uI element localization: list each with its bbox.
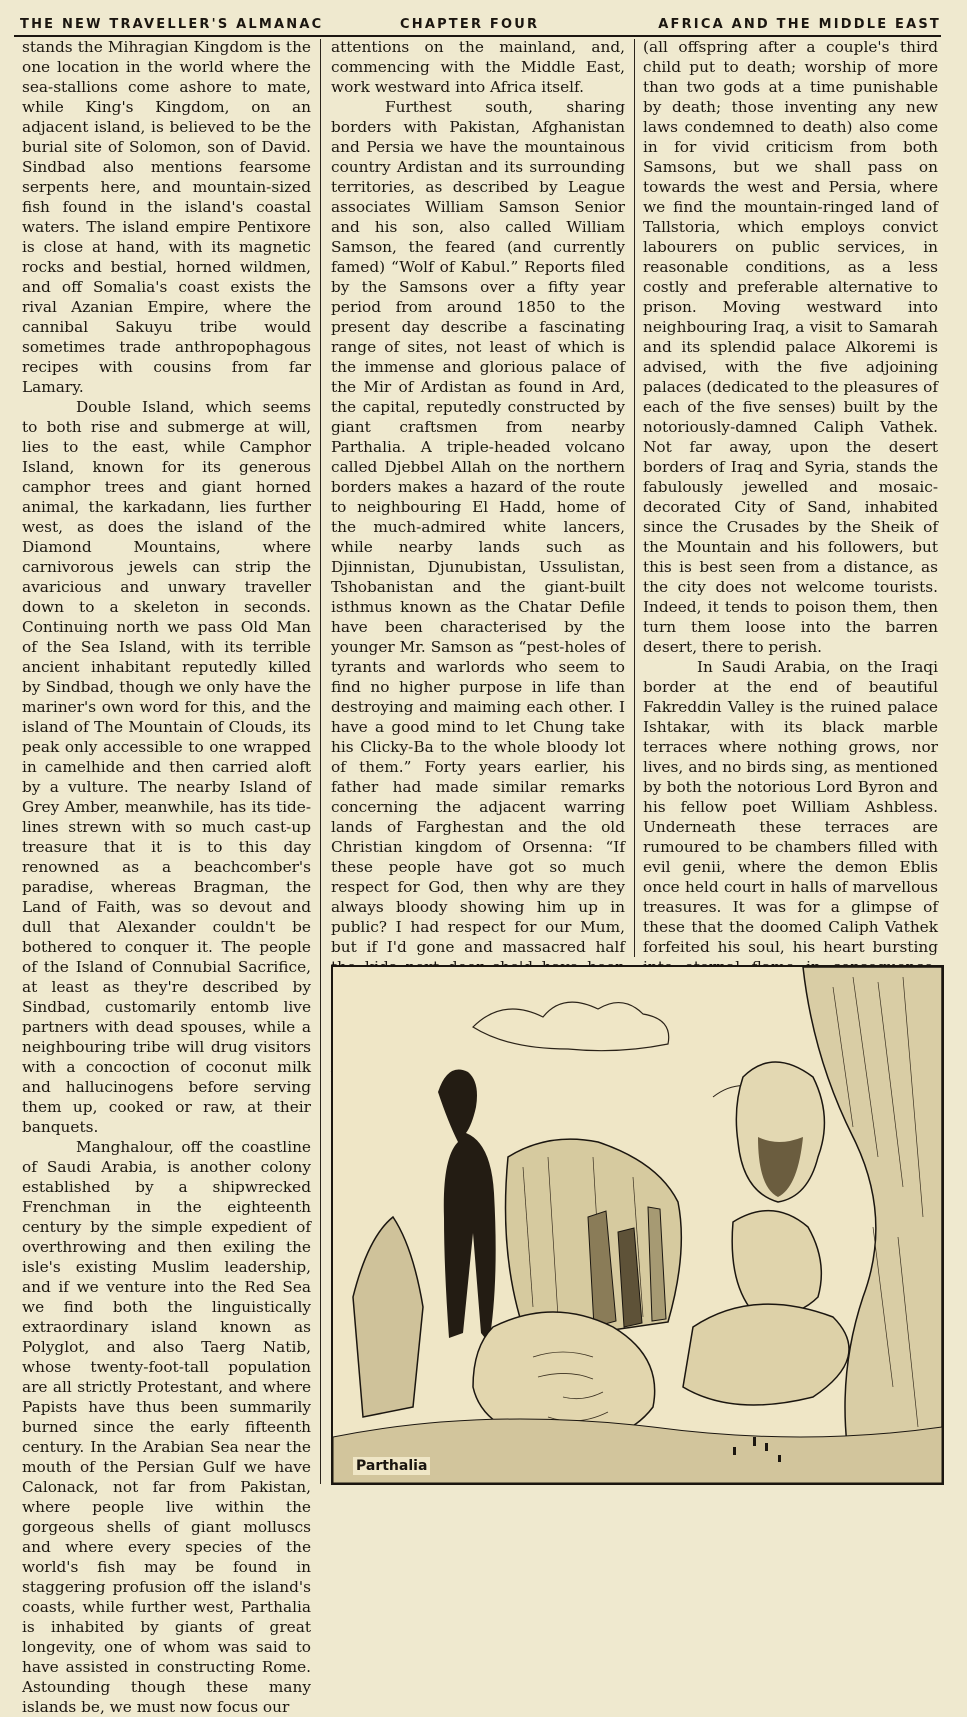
paragraph: In Saudi Arabia, on the Iraqi border at the end of beautiful Fakreddin Valley is the ruined palace Ishtakar, with its black marble terraces where nothing grows, nor lives, and no birds sing, as mentioned by both the notorious Lord Byron and his fellow poet William Ashbless. Underneath these terraces are rumoured to be chambers filled with evil genii, where the demon Eblis once held court in halls of marvellous treasures. It was for a glimpse of these that the doomed Caliph Vathek forfeited his soul, his heart bursting: [643, 658, 938, 956]
text-column-3: [643, 37, 938, 1077]
paragraph: Manghalour, off the coastline of Saudi Arabia, is another colony established by a shipwrecked Frenchman in the eighteenth century by the simple expedient of overthrowing and then exiling the isle's existing Muslim leadership, and if we venture into the Red Sea we find both the linguistically extraordinary island known as Polyglot, and also Taerg Natib, whose twenty-foot-tall population are all strictly Protestant, and where Papists have thus been summarily burned since the early fifteenth century. In the Arabian Sea near the mouth of the Persian Gulf we have Calonack, not far from Pakistan, where people live within the gorgeous shells of giant molluscs and where every species of the world's fish may be found in staggering profusion off the island's coasts, while further west, Parthalia is inhabited by giants of great longevity, one of whom was said to have assisted in constructing Rome. Astounding though these many islands be, we must now focus our: [22, 1138, 311, 1716]
chapter-label: CHAPTER FOUR: [400, 17, 540, 32]
paragraph: (all offspring after a couple's third child put to death; worship of more than two gods at a time punishable by death; those inventing any new laws condemned to death) also come in for vivid criticism from both Samsons, but we shall pass on towards the west and Persia, where we find the mountain-ringed land of Tallstoria, which employs convict labourers on public services, in reasonable conditions, as a less costly and preferable alternative to prison. Moving westward into neighbouring Iraq, a visit to Samarah and its splendid palace Alkoremi is advised, with the five adjoining palaces (dedicated to the pleasures of each of the five senses) built by the notoriously-damned Caliph Vathek. Not far away, upon the desert borders of Iraq and Syria, stands the fabulously jewelled and mosaic-decorated City of Sand, inhabited since the Crusades by the Sheik of the Mountain and his followers, but this is best seen from a distance, as the city does not welcome tourists. Indeed, it tends to poison them, then turn them loose into the barren desert, there to perish.: [643, 38, 938, 656]
figure-caption: Parthalia: [353, 1457, 430, 1475]
illustration-drawing: [333, 967, 942, 1483]
paragraph: Double Island, which seems to both rise and submerge at will, lies to the east, while Camphor Island, known for its generous camphor trees and giant horned animal, the karkadann, lies further west, as does the island of the Diamond Mountains, where carnivorous jewels can strip the avaricious and unwary traveller down to a skeleton in seconds. Continuing north we pass Old Man of the Sea Island, with its terrible ancient inhabitant reputedly killed by Sindbad, though we only have the mariner's own word for this, and the island of The Mountain of Clouds, its peak only accessible to one wrapped in camelhide and then carried aloft by a vulture. The nearby Island of Grey Amber, meanwhile, has its tide-lines strewn with so much cast-up treasure that it is to this day renowned as a beachcomber's paradise, whereas Bragman, the Land of Faith, was so devout and dull that Alexander couldn't be bothered to conquer it. The people of the Island of Connubial Sacrifice, at least as they're described by Sindbad, customarily entomb live partners with dead spouses, while a neighbouring tribe will drug visitors with a concoction of coconut milk and hallucinogens before serving them up, cooked or raw, at their banquets.: [22, 398, 311, 1136]
text-column-2: [331, 37, 625, 1097]
column-divider: [320, 39, 321, 1484]
page-header: [0, 0, 967, 40]
column-divider: [634, 39, 635, 957]
running-title: THE NEW TRAVELLER'S ALMANAC: [20, 17, 324, 32]
paragraph: attentions on the mainland, and, commencing with the Middle East, work westward into Africa itself.: [331, 38, 625, 96]
illustration-parthalia: [331, 965, 944, 1485]
section-title: AFRICA AND THE MIDDLE EAST: [658, 17, 941, 32]
text-column-1: [22, 37, 311, 1717]
paragraph: stands the Mihragian Kingdom is the one location in the world where the sea-stallions come ashore to mate, while King's Kingdom, on an adjacent island, is believed to be the burial site of Solomon, son of David. Sindbad also mentions fearsome serpents here, and mountain-sized fish found in the island's coastal waters. The island empire Pentixore is close at hand, with its magnetic rocks and bestial, horned wildmen, and off Somalia's coast exists the rival Azanian Empire, where the cannibal Sakuyu tribe would sometimes trade anthropophagous recipes with cousins from far Lamary.: [22, 38, 311, 396]
paragraph: Furthest south, sharing borders with Pakistan, Afghanistan and Persia we have the mountainous country Ardistan and its surrounding territories, as described by League associates William Samson Senior and his son, also called William Samson, the feared (and currently famed) “Wolf of Kabul.” Reports filed by the Samsons over a fifty year period from around 1850 to the present day describe a fascinating range of sites, not least of which is the immense and glorious palace of the Mir of Ardistan as found in Ard, the capital, reputedly constructed by giant craftsmen from nearby Parthalia. A triple-headed volcano called Djebbel Allah on the northern borders makes a hazard of the route to neighbouring El Hadd, home of the much-admired white lancers, while nearby lands such as Djinnistan, Djunubistan, Ussulistan, Tshobanistan and the giant-built isthmus known as the Chatar Defile have been characterised by the younger Mr. Samson as “pest-holes of tyrants and warlords who seem to find no higher purpose in life than destroying and maiming each other. I have a good mind to let Chung take his Clicky-Ba to the whole bloody lot of them.” Forty years earlier, his father had made similar remarks concerning the adjacent warring lands of Farghestan and the old Christian kingdom of Orsenna: “If these people have got so much respect for God, then why are they always bloody showing him up in public? I had respect for our Mum, but if I'd gone and massacred half: [331, 98, 625, 956]
